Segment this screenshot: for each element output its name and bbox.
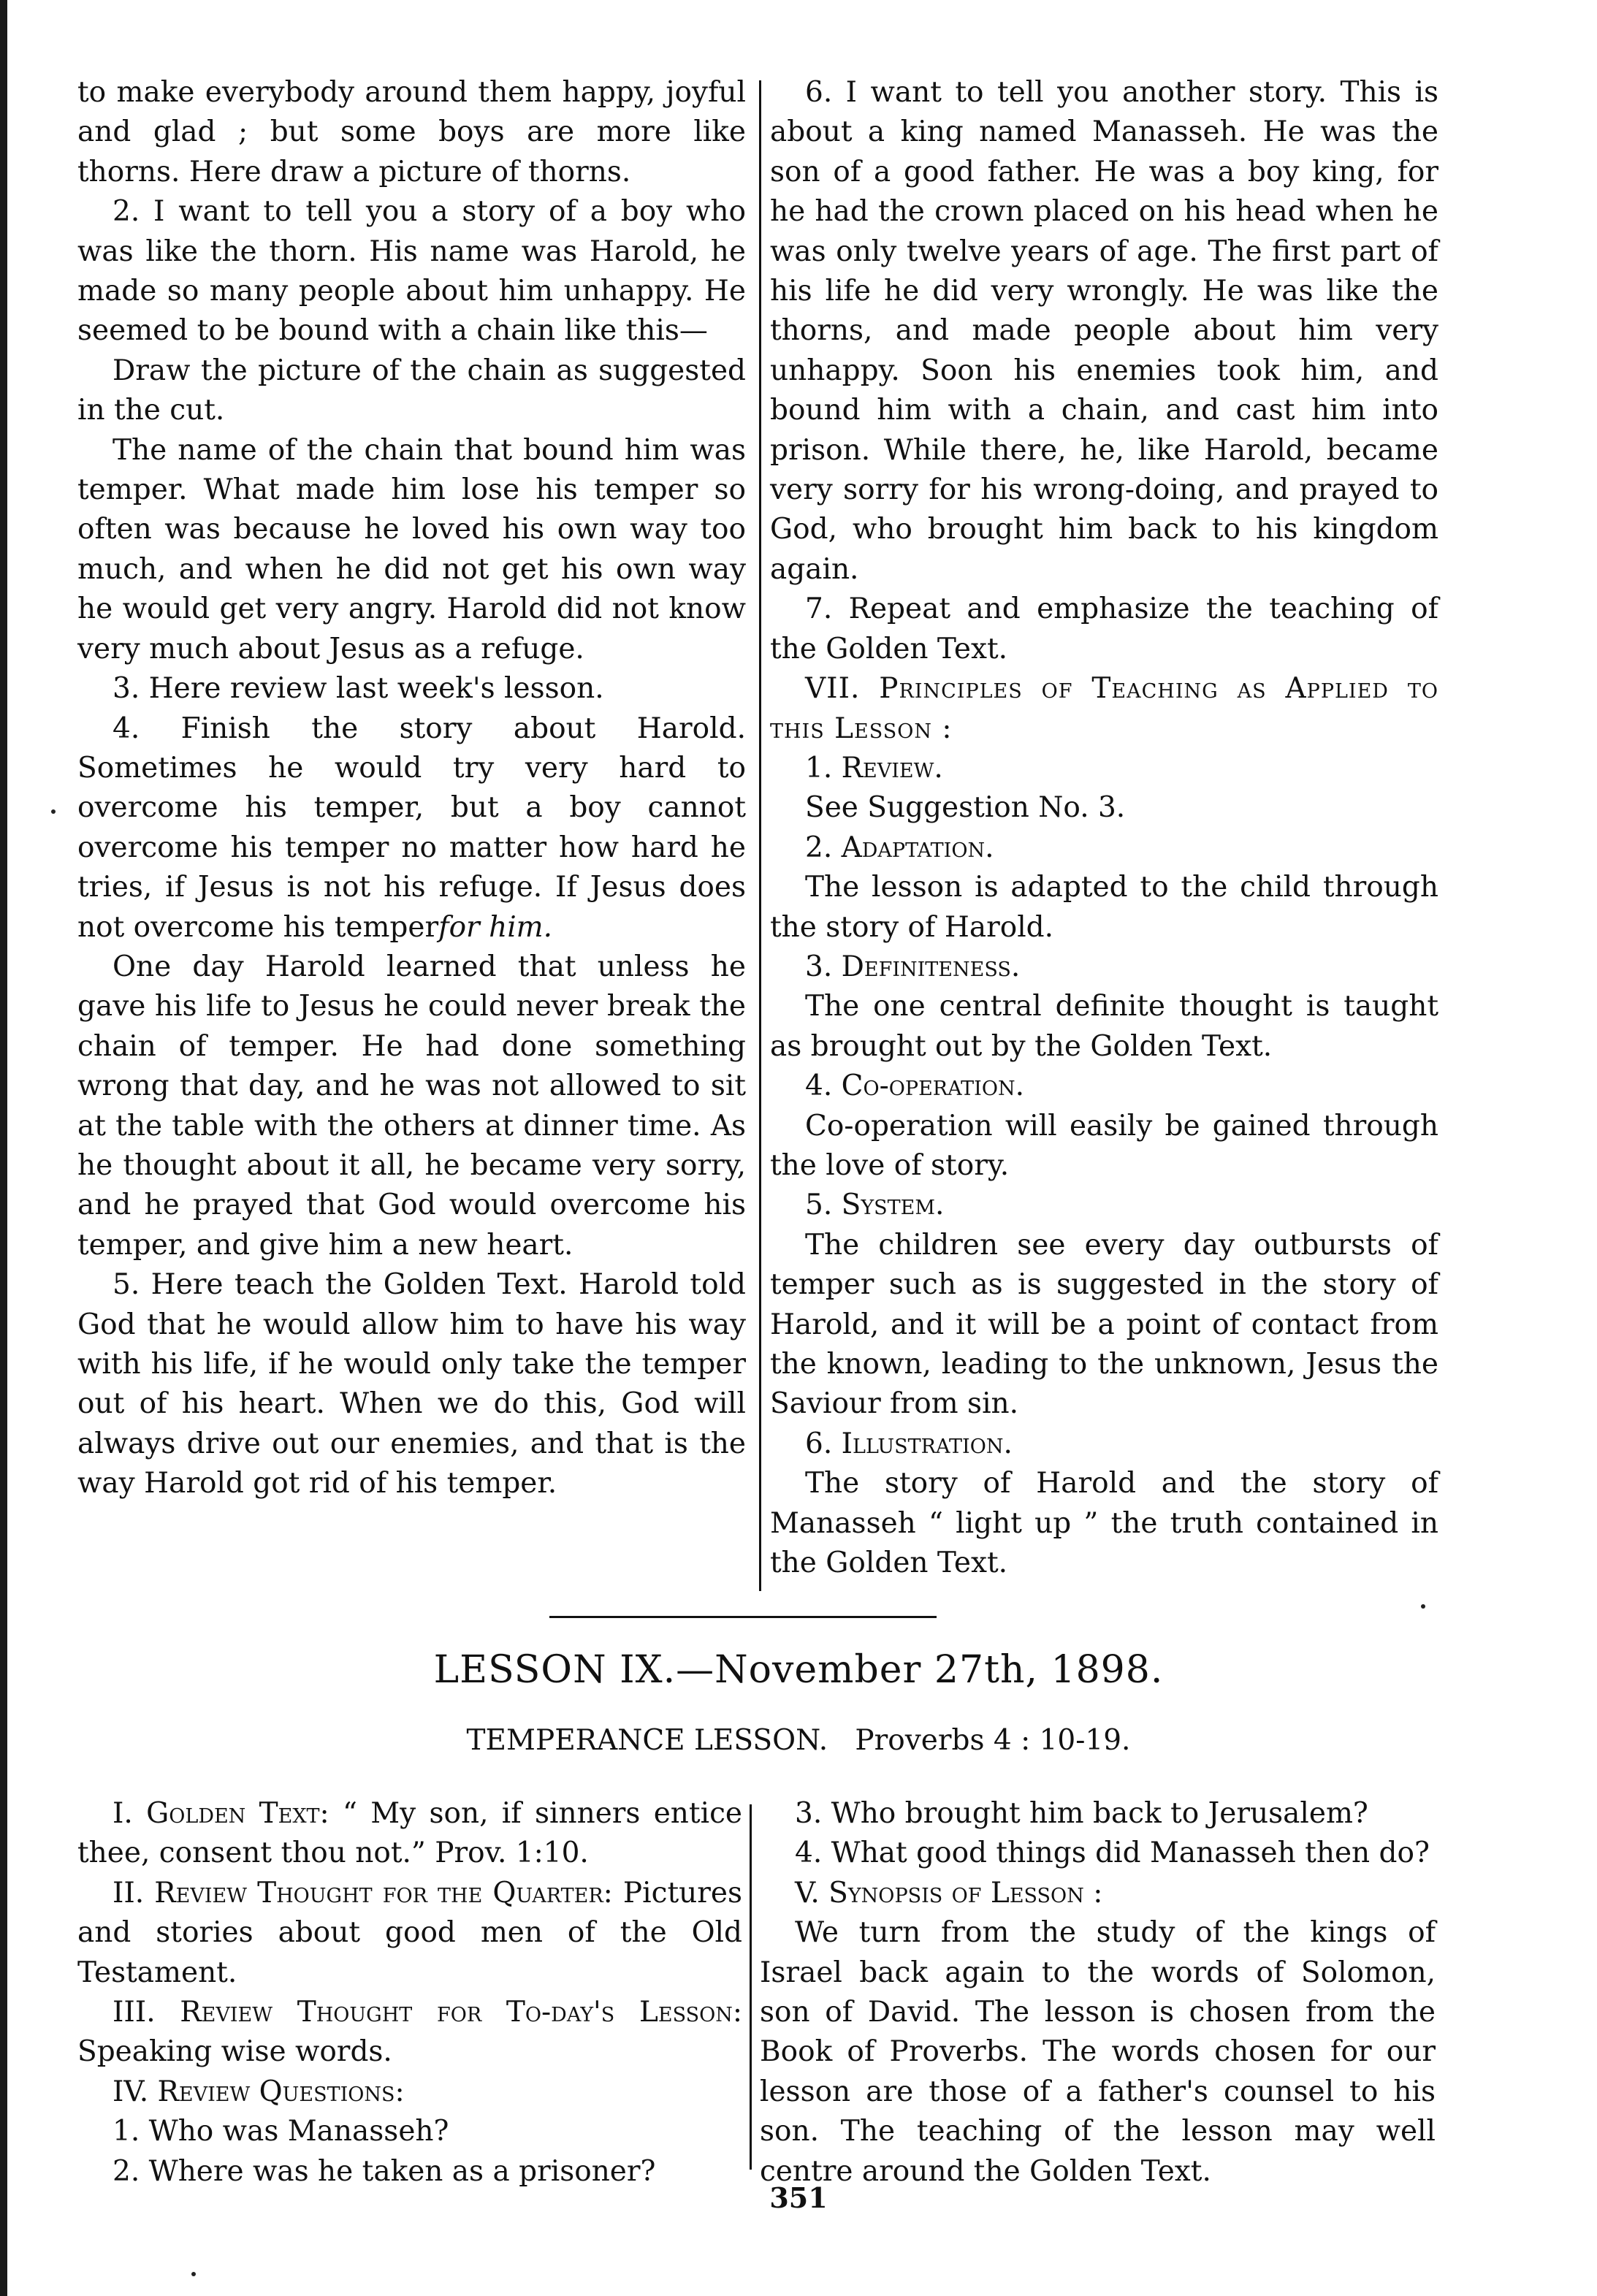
item-text: See Suggestion No. 3. (805, 791, 1126, 825)
paragraph-text: 4. Finish the story about Harold. Sometimes he would try very hard to overcome his temper, but a boy cannot overcome his temper no matter how hard he tries, if Jesus is not his refuge. If Jesus does not overcome his (77, 712, 746, 944)
item-heading: Definiteness. (841, 950, 1021, 983)
temper-word: temper (334, 910, 439, 944)
item-heading: Adaptation. (841, 831, 994, 864)
question: 4. What good things did Manasseh then do? (795, 1837, 1430, 1870)
item-number: 1. (805, 751, 833, 785)
item-heading: II. Review Thought for the Quarter: (113, 1876, 613, 1910)
subtitle-heading: TEMPERANCE LESSON. (466, 1724, 828, 1757)
paragraph: Draw the picture of the chain as suggested in the cut. (77, 354, 746, 427)
paragraph (77, 1874, 742, 1993)
principle-item (770, 749, 1438, 828)
question: 3. Who brought him back to Jerusalem? (795, 1797, 1368, 1830)
bottom-left-column (77, 1794, 742, 2192)
paragraph: 7. Repeat and emphasize the teaching of the Golden Text. (770, 592, 1438, 665)
principles-list (770, 749, 1438, 1584)
section-heading: VII. Principles of Teaching as Applied to this Lesson : (770, 672, 1438, 745)
item-text: The story of Harold and the story of Manasseh “ light up ” the truth contained in the Golden Text. (770, 1467, 1438, 1580)
item-number: 4. (805, 1069, 833, 1103)
column-divider (750, 1804, 752, 2170)
paragraph (77, 1794, 742, 1874)
item-number: 3. (805, 950, 833, 983)
lesson-title: LESSON IX.—November 27th, 1898. (433, 1648, 1164, 1692)
item-number: 6. (805, 1427, 833, 1460)
paragraph (77, 1993, 742, 2072)
paragraph: 3. Here review last week's lesson. (113, 672, 604, 706)
item-text: “ My son, if sinners entice thee, consent thou not.” Prov. 1:10. (77, 1797, 742, 1870)
scan-speck (191, 2272, 196, 2276)
item-number: 2. (805, 831, 833, 864)
principle-item (770, 1186, 1438, 1424)
principle-item (770, 1067, 1438, 1186)
paragraph: The name of the chain that bound him was temper. What made him lose his temper so often was because he loved his own way too much, and when he did not get his own way he would get very angry. Harold did not know very much about Jesus as a refuge. (77, 433, 746, 665)
item-heading: III. Review Thought for To-day's Lesson: (113, 1996, 742, 2029)
page-number: 351 (769, 2181, 828, 2214)
item-heading: System. (841, 1189, 945, 1222)
item-heading: Illustration. (841, 1427, 1013, 1460)
item-heading: I. Golden Text: (113, 1797, 329, 1830)
item-text: The lesson is adapted to the child through the story of Harold. (770, 871, 1438, 944)
item-text: The children see every day outbursts of temper such as is suggested in the story of Harold, and it will be a point of contact from the known, leading to the unknown, Jesus the Saviour from sin. (770, 1228, 1438, 1421)
scan-speck (51, 809, 56, 814)
top-right-column (770, 73, 1438, 1583)
item-text: The one central definite thought is taught as brought out by the Golden Text. (770, 990, 1438, 1063)
section-rule (549, 1616, 937, 1618)
principle-item (770, 828, 1438, 947)
paragraph: to make everybody around them happy, joyful and glad ; but some boys are more like thorns. Here draw a picture of thorns. (77, 76, 746, 188)
top-left-column (77, 73, 746, 1504)
question: 2. Where was he taken as a prisoner? (113, 2154, 656, 2188)
principle-item (770, 1424, 1438, 1584)
binding-edge (0, 0, 7, 2296)
section-heading: V. Synopsis of Lesson : (795, 1876, 1103, 1910)
paragraph: 6. I want to tell you another story. This is about a king named Manasseh. He was the son of a good father. He was a boy king, for he had the crown placed on his head when he was only twelve years of age. The first part of his life he did very wrongly. He was like the thorns, and made people about him very unhappy. Soon his enemies took him, and bound him with a chain, and cast him into prison. While there, he, like Harold, became very sorry for his wrong-doing, and prayed to God, who brought him back to his kingdom again. (770, 76, 1438, 586)
scan-speck (1421, 1604, 1425, 1609)
column-divider (759, 80, 761, 1591)
italic-for-him: for him. (438, 910, 553, 944)
item-heading: Co-operation. (841, 1069, 1024, 1103)
paragraph: 5. Here teach the Golden Text. Harold told God that he would allow him to have his way with his life, if he would only take the temper out of his heart. When we do this, God will always drive out our enemies, and that is the way Harold got rid of his temper. (77, 1268, 746, 1500)
paragraph: 2. I want to tell you a story of a boy who was like the thorn. His name was Harold, he made so many people about him unhappy. He seemed to be bound with a chain like this— (77, 195, 746, 348)
item-text: Co-operation will easily be gained through the love of story. (770, 1109, 1438, 1182)
item-heading: Review. (841, 751, 943, 785)
paragraph: One day Harold learned that unless he gave his life to Jesus he could never break the chain of temper. He had done something wrong that day, and he was not allowed to sit at the table with the others at dinner time. As he thought about it all, he became very sorry, and he prayed that God would overcome his temper, and give him a new heart. (77, 950, 746, 1262)
item-text: Speaking wise words. (77, 2035, 392, 2069)
item-number: 5. (805, 1189, 833, 1222)
paragraph (77, 709, 746, 947)
bottom-right-column (760, 1794, 1436, 2192)
scripture-reference: Proverbs 4 : 10-19. (855, 1724, 1131, 1757)
item-text: Pictures and stories about good men of the Old Testament. (77, 1876, 742, 1989)
lesson-subtitle (0, 1724, 1597, 1757)
section-heading: IV. Review Questions: (113, 2075, 405, 2108)
question: 1. Who was Manasseh? (113, 2115, 449, 2148)
paragraph: We turn from the study of the kings of Israel back again to the words of Solomon, son of David. The lesson is chosen from the Book of Proverbs. The words chosen for our lesson are those of a father's counsel to his son. The teaching of the lesson may well centre around the Golden Text. (760, 1916, 1436, 2188)
principle-item (770, 947, 1438, 1067)
